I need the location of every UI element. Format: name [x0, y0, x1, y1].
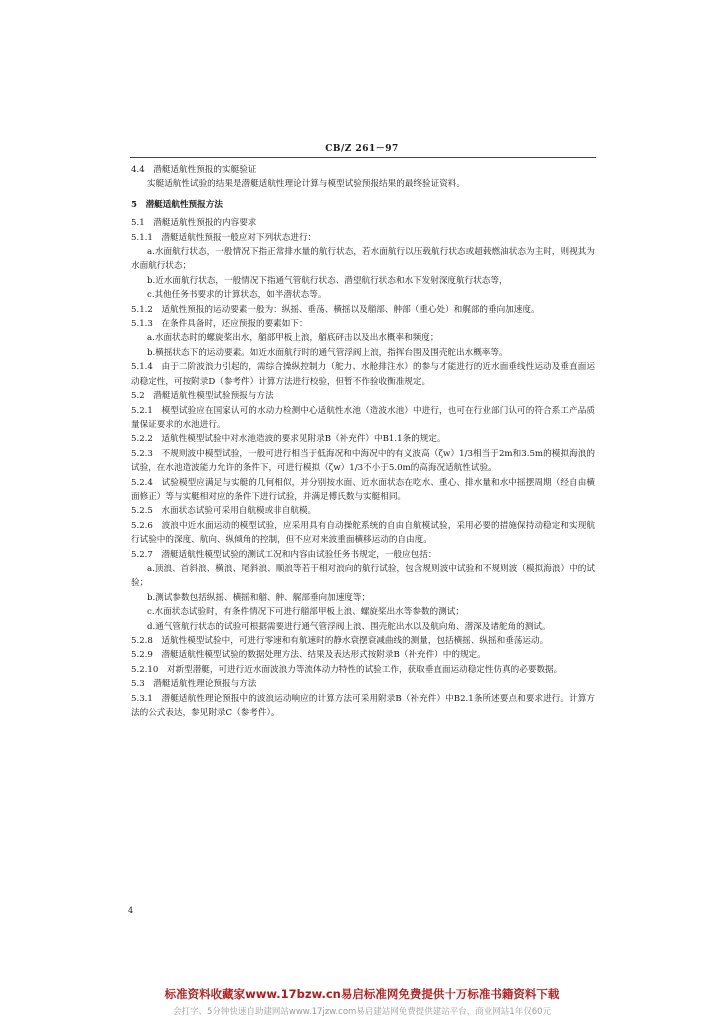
footer-watermark-line2: 会打字、5分钟快速自助建网站www.17jzw.com易启建站网免费提供建站平台，商业网站1年仅60元 — [172, 1007, 552, 1017]
paragraph: 4.4 潜艇适航性预报的实艇验证 — [131, 165, 257, 175]
paragraph: 5.1.1 潜艇适航性预报一般应对下列状态进行： — [131, 232, 317, 243]
paragraph: 5.1 潜艇适航性预报的内容要求 — [131, 218, 257, 229]
paragraph: 5.2.9 潜艇适航性模型试验的数据处理方法、结果及表达形式按附录B（补充件）中的规定。 — [131, 650, 486, 661]
paragraph: a.水面航行状态，一般情况下指正常排水量的航行状态，若水面航行以压载航行状态或超载燃油状态为主时，则视其为水面航行状态； — [131, 247, 595, 272]
paragraph: 5.1.4 由于二阶波浪力引起的，需综合操纵控制力（舵力、水舱排注水）的参与才能进行的近水面垂线性运动及垂直面运动稳定性，可按附录D（参考件）计算方法进行校验，但暂不作验收衡准规定。 — [131, 362, 595, 387]
paragraph: b.测试参数包括纵摇、横摇和艏、舯、艉部垂向加速度等； — [147, 592, 371, 603]
page-number: 4 — [128, 906, 134, 915]
paragraph: 5 潜艇适航性预报方法 — [131, 199, 223, 210]
paragraph: b.横摇状态下的运动要素。如近水面航行时的通气管浮阀上浪，指挥台围及围壳舵出水概率等。 — [147, 347, 508, 358]
paragraph: a.水面状态时的螺旋桨出水，艏部甲板上浪，艏底砰击以及出水概率和频度； — [147, 333, 439, 344]
paragraph: 5.3.1 潜艇适航性理论预报中的波浪运动响应的计算方法可采用附录B（补充件）中B2.1条所述要点和要求进行。计算方法的公式表达，参见附录C（参考件）。 — [131, 693, 595, 719]
paragraph: 5.2.4 试验模型应满足与实艇的几何相似，并分别按水面、近水面状态在吃水、重心、排水量和水中摇摆周期（经自由横面修正）等与实艇相对应的条件下进行试验，并满足傅氏数与实艇相同。 — [131, 477, 595, 502]
paragraph: 5.1.2 适航性预报的运动要素一般为：纵摇、垂荡、横摇以及艏部、舯部（重心处）和艉部的垂向加速度。 — [131, 304, 540, 315]
paragraph: c.其他任务书要求的计算状态，如半潜状态等。 — [147, 290, 327, 301]
paragraph: 5.2.2 适航性模型试验中对水池造波的要求见附录B（补充件）中B1.1条的规定。 — [131, 434, 446, 445]
paragraph: 5.2.5 水面状态试验可采用自航模或非自航模。 — [131, 506, 317, 517]
paragraph: 5.2.8 适航性模型试验中，可进行零速和有航速时的静水衰摆衰减曲线的测量，包括横摇、纵摇和垂荡运动。 — [131, 636, 549, 646]
paragraph: 5.2 潜艇适航性模型试验预报与方法 — [131, 391, 274, 402]
document-body — [131, 163, 595, 720]
paragraph: a.顶浪、首斜浪、横浪、尾斜浪、顺浪等若干相对浪向的航行试验，包含规则波中试验和不规则波（模拟海浪）中的试验； — [131, 563, 595, 589]
paragraph: b.近水面航行状态，一般情况下指通气管航行状态、潜望航行状态和水下发射深度航行状态等， — [147, 275, 508, 286]
paragraph: 5.3 潜艇适航性理论预报与方法 — [131, 679, 257, 690]
standard-code-header: CB/Z 261－97 — [325, 144, 399, 154]
paragraph: d.通气管航行状态的试验可根据需要进行通气管浮阀上浪、围壳舵出水以及航向角、潜深及诸舵角的测试。 — [147, 621, 551, 632]
paragraph: c.水面状态试验时，有条件情况下可进行艏部甲板上浪、螺旋桨出水等参数的测试； — [147, 607, 464, 618]
header-divider — [130, 157, 596, 158]
paragraph: 5.2.6 波浪中近水面运动的模型试验，应采用具有自动操舵系统的自由自航模试验，采用必要的措施保持动稳定和实现航行试验中的深度、航向、纵倾角的控制，但不应对来波重面横移运动的自由度。 — [131, 520, 595, 546]
paragraph: 5.2.10 对新型潜艇，可进行近水面波浪力等流体动力特性的试验工作，获取垂直面运动稳定性仿真的必要数据。 — [131, 664, 563, 675]
paragraph: 5.2.1 模型试验应在国家认可的水动力检测中心适航性水池（造波水池）中进行，也可在行业部门认可的符合系工产品质量保证要求的水池进行。 — [131, 405, 595, 430]
footer-watermark-line1: 标准资料收藏家www.17bzw.cn易启标准网免费提供十万标准书籍资料下载 — [164, 987, 560, 1001]
paragraph: 实艇适航性试验的结果是潜艇适航性理论计算与模型试验预报结果的最终验证资料。 — [147, 179, 465, 190]
paragraph: 5.2.3 不规则波中模型试验，一般可进行相当于低海况和中海况中的有义波高（ζw）1/3相当于2m和3.5m的模拟海浪的试验，在水池造波能力允许的条件下，可进行模拟（ζw）1/3不小于5.0m的高海况适航性试验。 — [131, 448, 595, 474]
paragraph: 5.2.7 潜艇适航性模型试验的测试工况和内容由试验任务书规定，一般应包括： — [131, 549, 437, 560]
paragraph: 5.1.3 在条件具备时，还应预报的要素如下： — [131, 319, 308, 330]
